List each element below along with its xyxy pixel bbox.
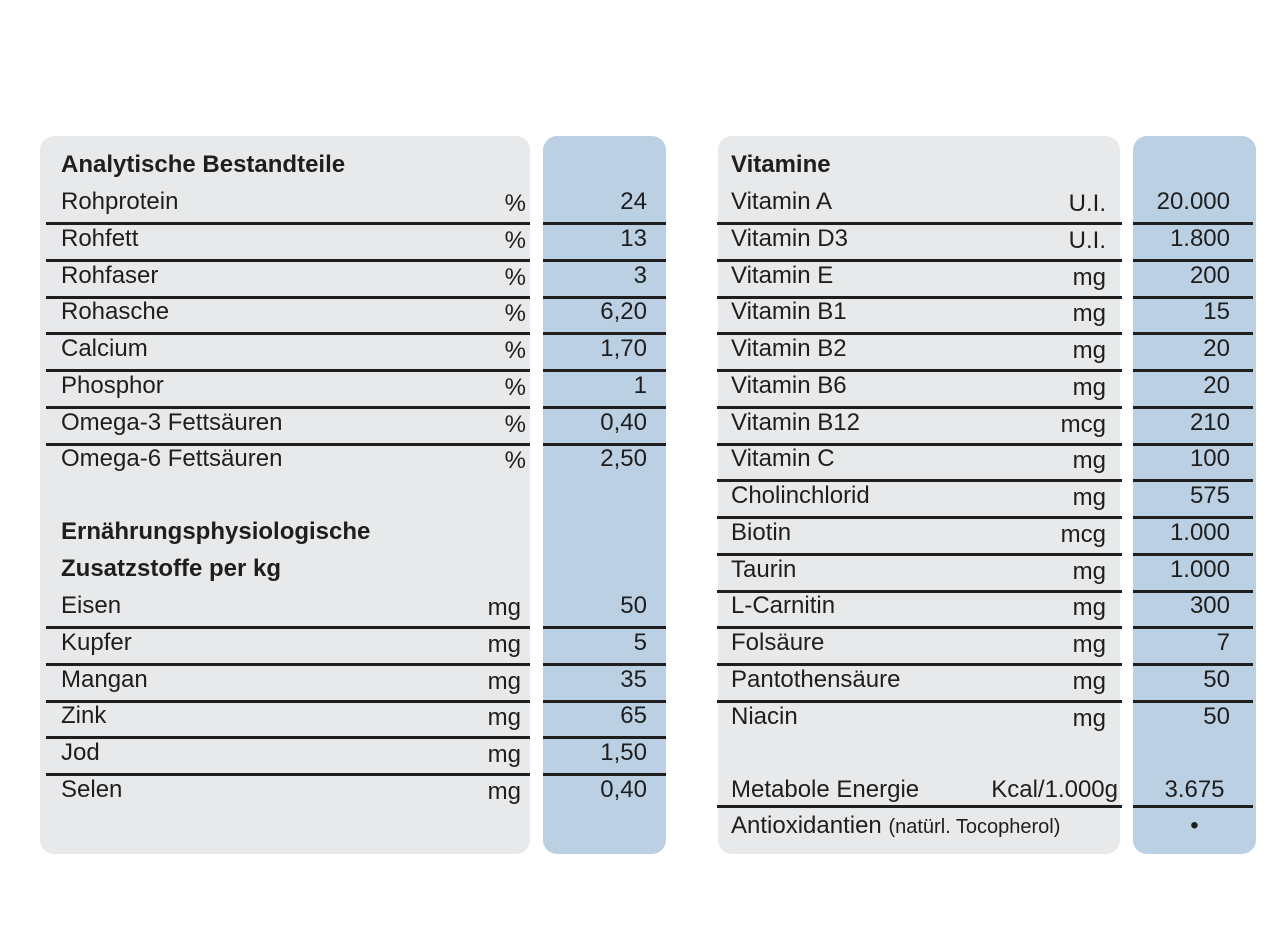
row-unit: U.I.	[1068, 226, 1106, 254]
row-unit: mg	[487, 741, 521, 768]
row-value: 5	[633, 628, 647, 656]
row-unit: mg	[1072, 373, 1106, 401]
vitamins-heading: Vitamine	[731, 151, 831, 178]
row-value: 1.800	[1169, 224, 1230, 252]
row-name: Biotin	[731, 518, 792, 546]
antioxidant-note: (natürl. Tocopherol)	[888, 816, 1061, 838]
row-unit: %	[504, 190, 526, 217]
row-value: 100	[1189, 445, 1230, 473]
row-name: Vitamin B1	[731, 298, 847, 326]
row-value: 35	[620, 665, 647, 693]
row-unit: %	[504, 373, 526, 401]
row-name: L-Carnitin	[731, 592, 836, 620]
row-value: 20	[1203, 371, 1230, 399]
row-value: 0,40	[600, 408, 647, 436]
row-name: Folsäure	[731, 629, 825, 656]
row-unit: mg	[1072, 557, 1106, 585]
row-value: 300	[1189, 592, 1230, 620]
row-value: 1.000	[1169, 555, 1230, 583]
row-value: 7	[1216, 629, 1230, 656]
row-name: Vitamin E	[731, 261, 834, 289]
row-value: 1	[633, 371, 647, 399]
row-value: 1.000	[1169, 518, 1230, 546]
row-value: 20.000	[1156, 188, 1230, 215]
row-value: 20	[1203, 335, 1230, 362]
row-unit: mg	[1072, 594, 1106, 622]
row-unit: mg	[1072, 337, 1106, 364]
row-value: 210	[1189, 408, 1230, 436]
row-unit: U.I.	[1068, 190, 1106, 217]
row-name: Niacin	[731, 702, 798, 730]
row-value: 1,50	[600, 739, 647, 766]
row-value: 2,50	[600, 445, 647, 473]
row-value: 24	[620, 188, 647, 215]
energy-unit: Kcal/1.000g	[991, 776, 1118, 803]
row-name: Selen	[61, 775, 123, 803]
energy-value-underline	[1133, 805, 1253, 808]
row-value: 6,20	[600, 298, 647, 326]
row-name: Vitamin B6	[731, 371, 847, 399]
row-unit: mcg	[1060, 520, 1106, 548]
row-unit: mg	[487, 667, 521, 695]
row-unit: mg	[1072, 263, 1106, 291]
antioxidant-label	[731, 811, 1060, 842]
row-unit: mg	[1072, 300, 1106, 328]
row-value: 50	[1203, 665, 1230, 693]
row-name: Vitamin C	[731, 445, 835, 473]
row-divider	[46, 736, 530, 739]
row-unit: mg	[487, 777, 521, 805]
row-value: 65	[620, 702, 647, 730]
row-value: 0,40	[600, 775, 647, 803]
row-unit: %	[504, 226, 526, 254]
row-name: Phosphor	[61, 371, 164, 399]
row-name: Mangan	[61, 665, 148, 693]
row-name: Vitamin B12	[731, 408, 860, 436]
row-value: 13	[620, 224, 647, 252]
row-name: Omega-6 Fettsäuren	[61, 445, 283, 473]
energy-value: 3.675	[1164, 776, 1225, 803]
row-value: 15	[1203, 298, 1230, 326]
row-unit: mg	[487, 594, 521, 621]
row-name: Vitamin A	[731, 188, 832, 215]
row-name: Cholinchlorid	[731, 482, 870, 509]
row-unit: mg	[487, 630, 521, 658]
row-name: Kupfer	[61, 628, 132, 656]
row-unit: %	[504, 447, 526, 475]
analytics-heading: Analytische Bestandteile	[61, 151, 346, 178]
row-unit: mg	[1072, 704, 1106, 732]
row-name: Vitamin B2	[731, 335, 847, 362]
row-divider	[46, 700, 530, 703]
row-name: Taurin	[731, 555, 797, 583]
row-name: Rohprotein	[61, 188, 179, 215]
additives-heading-line2: Zusatzstoffe per kg	[61, 555, 282, 582]
row-name: Omega-3 Fettsäuren	[61, 408, 283, 436]
energy-name: Metabole Energie	[731, 776, 920, 803]
row-name: Zink	[61, 702, 107, 730]
row-value: 50	[620, 592, 647, 619]
row-value: 575	[1189, 482, 1230, 509]
row-unit: mg	[1072, 631, 1106, 658]
row-unit: mg	[1072, 484, 1106, 511]
row-unit: %	[504, 337, 526, 364]
additives-heading-line1: Ernährungsphysiologische	[61, 518, 371, 545]
row-unit: %	[504, 263, 526, 291]
row-name: Pantothensäure	[731, 665, 901, 693]
row-name: Eisen	[61, 592, 122, 619]
row-unit: mg	[1072, 447, 1106, 475]
row-name: Jod	[61, 739, 100, 766]
row-value: 1,70	[600, 335, 647, 362]
row-name: Rohfaser	[61, 261, 159, 289]
row-unit: mg	[1072, 667, 1106, 695]
antioxidant-value: •	[1190, 812, 1199, 839]
row-value: 200	[1189, 261, 1230, 289]
row-name: Rohfett	[61, 224, 139, 252]
antioxidant-name: Antioxidantien	[731, 812, 882, 839]
row-value: 3	[633, 261, 647, 289]
row-name: Vitamin D3	[731, 224, 848, 252]
row-unit: mg	[487, 704, 521, 732]
row-unit: mcg	[1060, 410, 1106, 438]
row-unit: %	[504, 300, 526, 328]
row-name: Calcium	[61, 335, 148, 362]
row-unit: %	[504, 410, 526, 438]
energy-underline	[717, 805, 1122, 808]
row-name: Rohasche	[61, 298, 170, 326]
row-value: 50	[1203, 702, 1230, 730]
